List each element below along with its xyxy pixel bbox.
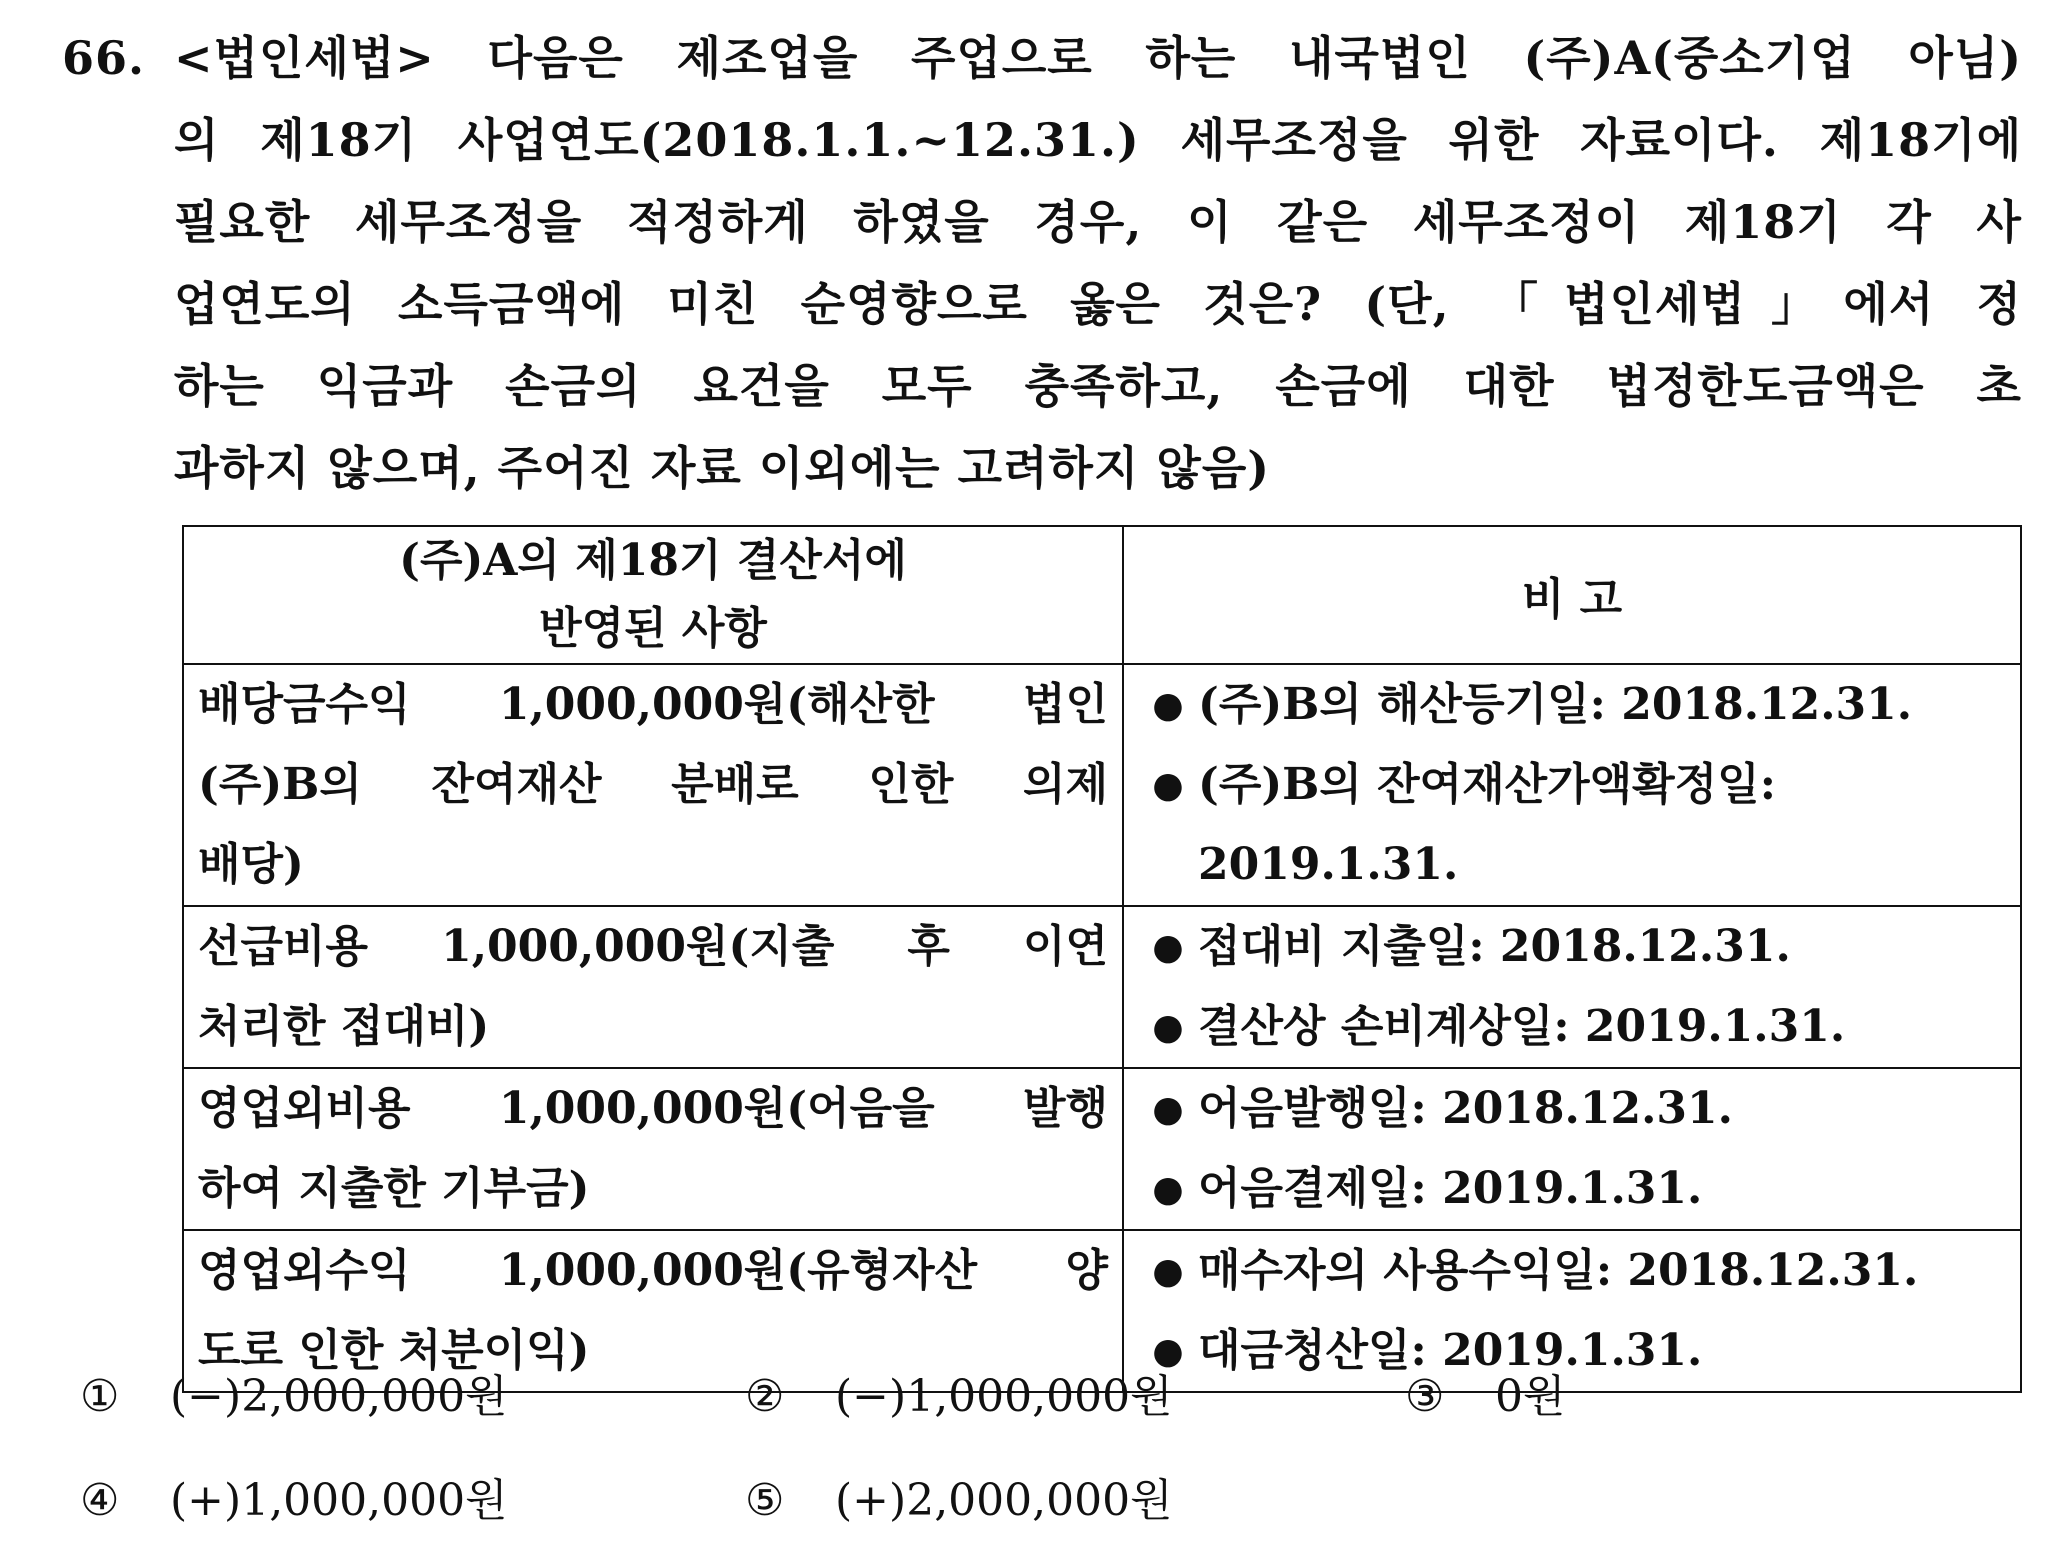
table-header-left	[183, 526, 1123, 664]
question-number: 66.	[62, 31, 146, 85]
note-line	[1138, 987, 2006, 1067]
note-text: 대금청산일: 2019.1.31.	[1198, 1325, 1703, 1376]
note-text: 매수자의 사용수익일: 2018.12.31.	[1198, 1245, 1919, 1296]
question-text-line: 하는 익금과 손금의 요건을 모두 충족하고, 손금에 대한 법정한도금액은 초	[174, 359, 2022, 413]
cell-line: 배당금수익 1,000,000원(해산한 법인	[198, 679, 1108, 730]
choice-text: (−)2,000,000원	[170, 1371, 508, 1422]
question-text-line: 과하지 않으며, 주어진 자료 이외에는 고려하지 않음)	[174, 441, 1271, 495]
bullet-icon: ●	[1152, 1006, 1184, 1048]
cell-line: 도로 인한 처분이익)	[198, 1325, 590, 1376]
table-cell-item	[183, 1068, 1123, 1230]
choice-mark: ②	[745, 1371, 785, 1422]
note-text: (주)B의 잔여재산가액확정일:	[1198, 759, 1776, 810]
cell-line: (주)B의 잔여재산 분배로 인한 의제	[198, 759, 1108, 810]
header-left-line: 반영된 사항	[539, 603, 767, 654]
question-text-line: 의 제18기 사업연도(2018.1.1.~12.31.) 세무조정을 위한 자료이다. 제18기에	[174, 113, 2022, 167]
table-cell-item	[183, 906, 1123, 1068]
table-row	[183, 1068, 2021, 1230]
note-text-continued: 2019.1.31.	[1198, 839, 1459, 890]
note-line	[1138, 745, 2006, 825]
table-row	[183, 664, 2021, 906]
choice-2[interactable]	[745, 1360, 1405, 1424]
choice-mark: ③	[1405, 1371, 1445, 1422]
question-text-line: 필요한 세무조정을 적정하게 하였을 경우, 이 같은 세무조정이 제18기 각 사	[174, 195, 2022, 249]
note-line	[1138, 1231, 2006, 1311]
note-text: 접대비 지출일: 2018.12.31.	[1198, 921, 1791, 972]
bullet-icon: ●	[1152, 926, 1184, 968]
cell-line: 영업외수익 1,000,000원(유형자산 양	[198, 1245, 1108, 1296]
note-text: (주)B의 해산등기일: 2018.12.31.	[1198, 679, 1913, 730]
data-table	[182, 525, 2022, 1393]
cell-line: 처리한 접대비)	[198, 1001, 490, 1052]
bullet-icon: ●	[1152, 1088, 1184, 1130]
choice-4[interactable]	[80, 1464, 745, 1528]
cell-line: 선급비용 1,000,000원(지출 후 이연	[198, 921, 1108, 972]
choice-text: (+)2,000,000원	[835, 1475, 1173, 1526]
bullet-icon: ●	[1152, 684, 1184, 726]
question-line	[62, 432, 2022, 514]
choice-text: 0원	[1495, 1371, 1566, 1422]
question-line	[62, 350, 2022, 432]
choice-text: (−)1,000,000원	[835, 1371, 1173, 1422]
choice-row	[80, 1464, 1980, 1568]
choice-1[interactable]	[80, 1360, 745, 1424]
choice-text: (+)1,000,000원	[170, 1475, 508, 1526]
bullet-icon: ●	[1152, 1168, 1184, 1210]
note-text: 어음발행일: 2018.12.31.	[1198, 1083, 1733, 1134]
cell-line: 영업외비용 1,000,000원(어음을 발행	[198, 1083, 1108, 1134]
table-header-right: 비 고	[1123, 526, 2021, 664]
question-line	[62, 22, 2022, 104]
note-line	[1138, 665, 2006, 745]
choice-mark: ①	[80, 1371, 120, 1422]
note-text: 어음결제일: 2019.1.31.	[1198, 1163, 1703, 1214]
note-line	[1138, 1149, 2006, 1229]
note-line	[1138, 907, 2006, 987]
bullet-icon: ●	[1152, 1330, 1184, 1372]
question-text-line: 업연도의 소득금액에 미친 순영향으로 옳은 것은? (단, 「법인세법」에서 정	[174, 277, 2022, 331]
bullet-icon: ●	[1152, 764, 1184, 806]
note-line	[1138, 1069, 2006, 1149]
question-block	[62, 22, 2022, 514]
table-cell-note	[1123, 1068, 2021, 1230]
cell-line: 하여 지출한 기부금)	[198, 1163, 590, 1214]
bullet-icon: ●	[1152, 1250, 1184, 1292]
table-header-row	[183, 526, 2021, 664]
header-left-line: (주)A의 제18기 결산서에	[399, 535, 907, 586]
question-line	[62, 104, 2022, 186]
question-line	[62, 268, 2022, 350]
table-cell-note	[1123, 664, 2021, 906]
choice-mark: ⑤	[745, 1475, 785, 1526]
choice-row	[80, 1360, 1980, 1464]
question-line	[62, 186, 2022, 268]
table-cell-item	[183, 664, 1123, 906]
answer-choices	[80, 1360, 1980, 1568]
choice-5[interactable]	[745, 1464, 1405, 1528]
cell-line: 배당)	[198, 839, 304, 890]
table-row	[183, 906, 2021, 1068]
note-text: 결산상 손비계상일: 2019.1.31.	[1198, 1001, 1846, 1052]
choice-3[interactable]	[1405, 1360, 1905, 1424]
choice-mark: ④	[80, 1475, 120, 1526]
question-text-line: <법인세법> 다음은 제조업을 주업으로 하는 내국법인 (주)A(중소기업 아님)	[174, 31, 2022, 85]
table-cell-note	[1123, 906, 2021, 1068]
